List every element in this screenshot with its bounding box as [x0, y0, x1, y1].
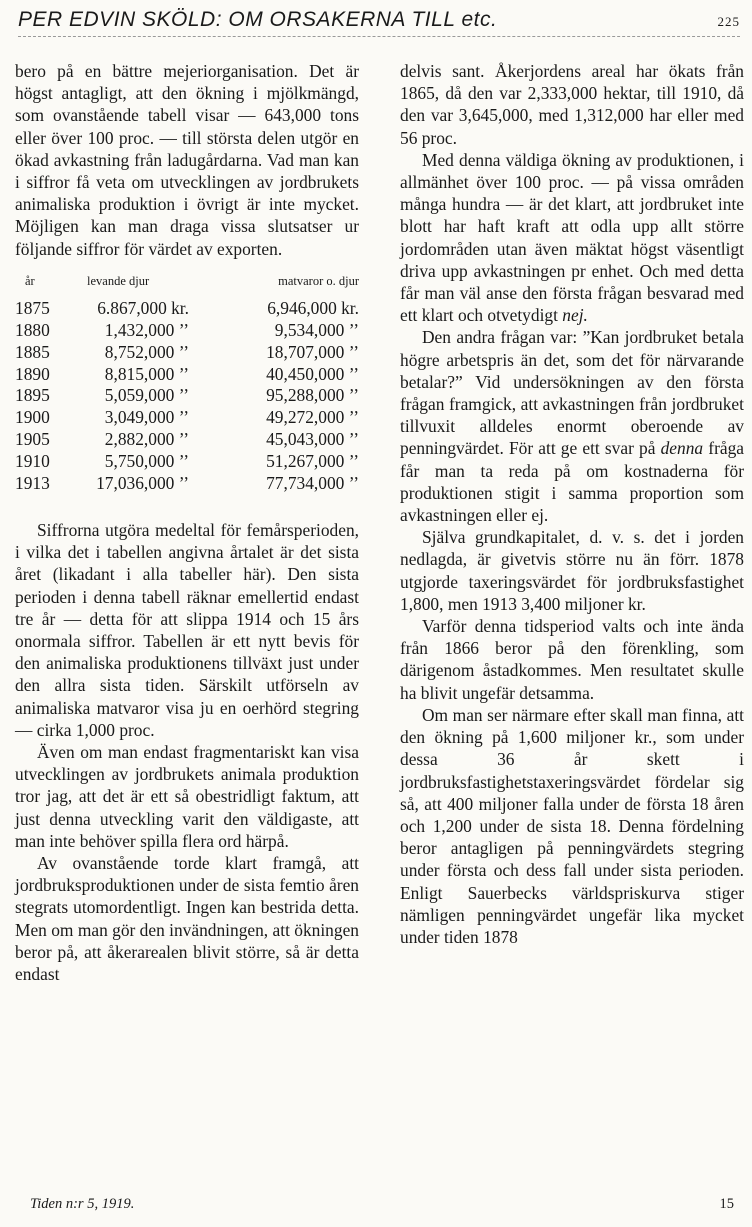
table-cell-year: 1885	[15, 341, 50, 362]
table-cell-live-animals: 8,752,000 ’’	[104, 341, 189, 362]
page-number: 225	[717, 14, 740, 29]
table-cell-year: 1913	[15, 473, 50, 494]
right-column	[400, 60, 744, 948]
paragraph-text: Med denna väldiga ökning av produktionen, i allmänhet över 100 proc. — på vissa områden många hundra — är det klart, att jordbruket inte blott har haft kraft att odla upp allt större jordområden utan även mäktat högst väsentligt driva upp avkastningen pr enhet. Och med detta får man väl anse den första frågan besvarad med ett klart och otvetydigt	[400, 149, 744, 326]
paragraph: delvis sant. Åkerjordens areal har ökats från 1865, då den var 2,333,000 hektar, till 1910, då den var 3,645,000, med 1,312,000 har eller med 56 proc.	[400, 61, 744, 148]
left-column	[15, 60, 359, 985]
paragraph-text: Den andra frågan var: ”Kan jordbruket betala högre arbetspris än det, som det för närvarande betalar?” Vid undersökningen av den första frågan framgick, att avkastningen från jordbruket tillvuxit alldeles enormt oberoende av penningvärdet. För att ge ett svar på	[400, 327, 744, 459]
table-cell-year: 1905	[15, 429, 50, 450]
table-row	[15, 364, 359, 386]
table-cell-live-animals: 2,882,000 ’’	[104, 429, 189, 450]
table-row	[15, 473, 359, 495]
table-cell-year: 1900	[15, 407, 50, 428]
table-cell-year: 1880	[15, 319, 50, 340]
paragraph	[400, 326, 744, 526]
emphasis: denna	[660, 438, 704, 459]
paragraph: Siffrorna utgöra medeltal för femårsperioden, i vilka det i tabellen angivna årtalet är det sista året (likadant i alla tabeller här). Den sista perioden i denna tabell räknar emellertid endast tre år — detta för att slippa 1914 och 15 års onormala siffror. Tabellen är ett nytt bevis för den animaliska produktionens tillväxt just under den allra sista tiden. Särskilt utförseln av animaliska matvaror visa ju en oerhörd stegring — cirka 1,000 proc.	[15, 519, 359, 740]
table-row	[15, 298, 359, 320]
paragraph: Om man ser närmare efter skall man finna, att den ökning på 1,600 miljoner kr., som under dessa 36 år skett i jordbruksfastighetstaxeringsvärdet fördelar sig så, att 400 miljoner falla under de första 18 åren och 1,200 under de sista 18. Denna fördelning beror antagligen på penningvärdets stegring under första och dess fall under sista perioden. Enligt Sauerbecks världspriskurva stiger nämligen penningvärdet ungefär lika mycket under tiden 1878	[400, 704, 744, 947]
emphasis: nej.	[562, 305, 588, 326]
table-cell-live-animals: 1,432,000 ’’	[104, 319, 189, 340]
journal-citation: Tiden n:r 5, 1919.	[30, 1196, 135, 1212]
table-cell-live-animals: 5,750,000 ’’	[104, 451, 189, 472]
header-rule	[18, 36, 740, 37]
table-row	[15, 342, 359, 364]
paragraph	[400, 149, 744, 327]
table-header-foodstuffs: matvaror o. djur	[278, 273, 359, 288]
paragraph: Själva grundkapitalet, d. v. s. det i jorden nedlagda, är givetvis större nu än förr. 1878 utgjorde taxeringsvärdet för jordbruksfastighet 1,800, men 1913 3,400 miljoner kr.	[400, 527, 744, 614]
table-cell-year: 1895	[15, 385, 50, 406]
table-cell-live-animals: 8,815,000 ’’	[104, 363, 189, 384]
export-value-table	[15, 272, 359, 495]
table-row	[15, 429, 359, 451]
table-cell-live-animals: 3,049,000 ’’	[104, 407, 189, 428]
table-body	[15, 298, 359, 495]
table-cell-foodstuffs: 77,734,000 ’’	[266, 473, 359, 494]
page-header	[18, 8, 740, 38]
table-cell-foodstuffs: 18,707,000 ’’	[266, 341, 359, 362]
table-row	[15, 451, 359, 473]
table-cell-live-animals: 17,036,000 ’’	[96, 473, 189, 494]
table-cell-foodstuffs: 40,450,000 ’’	[266, 363, 359, 384]
table-row	[15, 320, 359, 342]
table-cell-foodstuffs: 51,267,000 ’’	[266, 451, 359, 472]
table-header-year: år	[25, 273, 35, 288]
table-header-live-animals: levande djur	[87, 273, 150, 288]
table-row	[15, 385, 359, 407]
table-row	[15, 407, 359, 429]
table-cell-year: 1910	[15, 451, 50, 472]
table-cell-foodstuffs: 95,288,000 ’’	[266, 385, 359, 406]
paragraph: Varför denna tidsperiod valts och inte ända från 1866 beror på den förenkling, som därigenom åstadkommes. Men resultatet skulle ha blivit ungefär detsamma.	[400, 616, 744, 703]
signature-mark: 15	[719, 1196, 734, 1212]
paragraph-text: fråga får man ta reda på om kostnaderna för produktionen stigit i samma proportion som avkastningen eller ej.	[400, 438, 744, 526]
table-cell-live-animals: 5,059,000 ’’	[104, 385, 189, 406]
running-title: PER EDVIN SKÖLD: OM ORSAKERNA TILL etc.	[18, 8, 498, 31]
table-cell-live-animals: 6.867,000 kr.	[97, 297, 189, 318]
table-header-row	[15, 272, 359, 290]
paragraph: Även om man endast fragmentariskt kan visa utvecklingen av jordbrukets animala produktion tror jag, att det är ett så obestridligt faktum, att just denna utveckling varit den väldigaste, att man inte behöver spilla flera ord härpå.	[15, 742, 359, 851]
table-cell-foodstuffs: 6,946,000 kr.	[267, 297, 359, 318]
table-cell-foodstuffs: 45,043,000 ’’	[266, 429, 359, 450]
table-cell-foodstuffs: 9,534,000 ’’	[274, 319, 359, 340]
paragraph: Av ovanstående torde klart framgå, att jordbruksproduktionen under de sista femtio åren stegrats utomordentligt. Ingen kan bestrida detta. Men om man gör den invändningen, att ökningen beror på, att åkerarealen blivit större, så är detta endast	[15, 853, 359, 985]
table-cell-foodstuffs: 49,272,000 ’’	[266, 407, 359, 428]
paragraph: bero på en bättre mejeriorganisation. Det är högst antagligt, att den ökning i mjölkmängd, som ovanstående tabell visar — 643,000 tons eller över 100 proc. — till största delen utgör en ökad avkastning från ladugårdarna. Vad man kan i siffror få veta om utvecklingen av jordbrukets animaliska produktion i övrigt är inte mycket. Möjligen kan man draga vissa slutsatser ur följande siffror för värdet av exporten.	[15, 61, 359, 259]
table-cell-year: 1875	[15, 297, 50, 318]
table-cell-year: 1890	[15, 363, 50, 384]
